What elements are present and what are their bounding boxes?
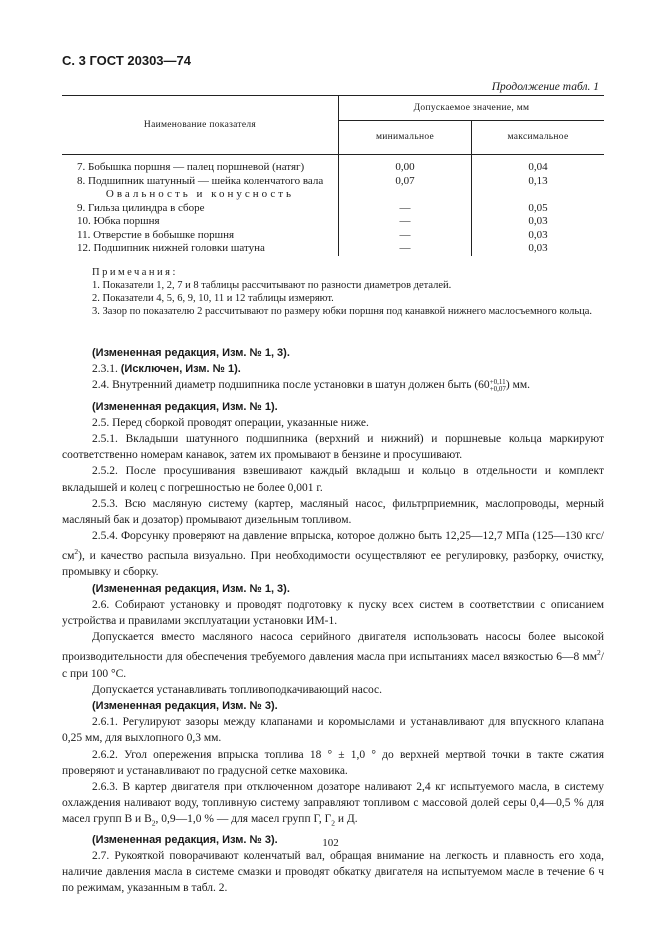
page-header: С. 3 ГОСТ 20303—74 <box>62 53 191 68</box>
row-max: 0,03 <box>528 242 548 254</box>
column-header-allowed: Допускаемое значение, мм <box>339 96 605 121</box>
edition-note: (Измененная редакция, Изм. № 1, 3). <box>92 347 290 359</box>
row-min: 0,00 <box>339 155 472 175</box>
page-number: 102 <box>322 837 339 849</box>
table-notes <box>92 266 604 318</box>
table-continuation-label: Продолжение табл. 1 <box>491 81 599 93</box>
paragraph-2-6-2: 2.6.2. Угол опережения впрыска топлива 18 ° ± 1,0 ° до верхней мертвой точки в такте сжатия проверяют и устанавливают по градусной сетке маховика. <box>62 748 604 777</box>
row-min <box>339 188 472 202</box>
row-min: — <box>339 202 472 216</box>
superscript: 2 <box>74 547 79 557</box>
column-header-min: минимальное <box>339 121 472 155</box>
row-name: 9. Гильза цилиндра в сборе <box>62 202 339 216</box>
paragraph-2-5-2: 2.5.2. После просушивания взвешивают каждый вкладыш и кольцо в отдельности и комплект вкладышей и колец с погрешностью не более 0,001 г. <box>62 465 604 494</box>
paragraph-2-5: 2.5. Перед сборкой проводят операции, указанные ниже. <box>92 416 369 429</box>
paragraph-text: ), и качество распыла визуально. При необходимости осуществляют ее регулировку, разборку, очистку, промывку и сборку. <box>62 550 604 579</box>
edition-note: (Измененная редакция, Изм. № 1). <box>92 400 278 413</box>
tolerance-upper: +0,11 <box>489 377 506 386</box>
table-section-row <box>62 188 604 202</box>
row-name: 8. Подшипник шатунный — шейка коленчатого вала <box>62 175 339 189</box>
note-item: 1. Показатели 1, 2, 7 и 8 таблицы рассчитывают по разности диаметров деталей. <box>92 280 452 291</box>
row-min: 0,07 <box>339 175 472 189</box>
paragraph-text: /с при 100 °С. <box>62 651 604 680</box>
row-name: 10. Юбка поршня <box>62 215 339 229</box>
row-name: 11. Отверстие в бобышке поршня <box>62 229 339 243</box>
paragraph-text: ) мм. <box>505 379 531 392</box>
column-header-name: Наименование показателя <box>62 96 339 155</box>
tolerance-table <box>62 95 604 256</box>
paragraph-number: 2.3.1. <box>92 363 118 376</box>
edition-note: (Измененная редакция, Изм. № 3). <box>92 699 278 712</box>
paragraph-2-4 <box>92 377 604 393</box>
body-text <box>62 345 604 897</box>
paragraph-text: , 0,9—1,0 % — для масел групп Г, Г <box>155 813 332 826</box>
row-min: — <box>339 215 472 229</box>
excluded-note: (Исключен, Изм. № 1). <box>120 363 241 376</box>
paragraph-2-5-3: 2.5.3. Всю масляную систему (картер, масляный насос, фильтрприемник, маслопроводы, мерный масляный бак и дозатор) промывают дизельным топливом. <box>62 497 604 527</box>
paragraph-text: 2.4. Внутренний диаметр подшипника после установки в шатун должен быть (60 <box>92 379 490 392</box>
paragraph-2-5-1: 2.5.1. Вкладыши шатунного подшипника (верхний и нижний) и поршневые кольца маркируют соответственно номерам канавок, затем их промывают в бензине и просушивают. <box>62 433 604 462</box>
paragraph-2-6-1: 2.6.1. Регулируют зазоры между клапанами и коромыслами и устанавливают для впускного клапана 0,25 мм, для выхлопного 0,3 мм. <box>62 716 604 745</box>
subscript: 2 <box>151 818 156 828</box>
section-heading: Овальность и конусность <box>62 188 339 202</box>
table-row <box>62 229 604 243</box>
paragraph-text: Допускается вместо масляного насоса серийного двигателя использовать насосы более высокой производительности для обеспечения требуемого давления масла при испытаниях масел вязкостью 6—8 мм <box>62 631 604 664</box>
paragraph-2-5-4 <box>62 528 604 580</box>
row-max <box>472 188 605 202</box>
edition-note: (Измененная редакция, Изм. № 3). <box>92 833 278 846</box>
tolerance-lower: +0,07 <box>489 384 506 393</box>
paragraph-text: 2.6.3. В картер двигателя при отключенном дозаторе наливают 2,4 кг испытуемого масла, в систему охлаждения наливают воду, топливную систему заправляют топливом с массовой долей серы 0,4—0,5 % для масел групп В и В <box>62 780 604 826</box>
table-row <box>62 242 604 256</box>
table-row <box>62 202 604 216</box>
paragraph-2-7: 2.7. Рукояткой поворачивают коленчатый вал, обращая внимание на легкость и плавность его хода, наличие давления масла в системе смазки и проводят обкатку двигателя на испытуемом масле в течение 6 ч по режимам, указанным в табл. 2. <box>62 850 604 895</box>
edition-note: (Измененная редакция, Изм. № 1, 3). <box>92 582 290 595</box>
notes-title: Примечания: <box>92 267 178 278</box>
paragraph-text: 2.5.4. Форсунку проверяют на давление впрыска, которое должно быть 12,25—12,7 МПа (125—130 кгс/см <box>62 530 604 563</box>
paragraph-2-3-1 <box>92 361 604 377</box>
table-row <box>62 155 604 175</box>
table-row <box>62 175 604 189</box>
row-max: 0,05 <box>528 201 548 214</box>
table-row <box>62 215 604 229</box>
paragraph-text: и Д. <box>335 813 358 826</box>
tolerance-fraction <box>490 379 506 393</box>
row-name: 12. Подшипник нижней головки шатуна <box>62 242 339 256</box>
row-max: 0,03 <box>528 215 548 227</box>
row-min: — <box>339 229 472 243</box>
note-item: 2. Показатели 4, 5, 6, 9, 10, 11 и 12 таблицы измеряют. <box>92 293 334 304</box>
paragraph-2-6-allowance <box>62 629 604 681</box>
row-name: 7. Бобышка поршня — палец поршневой (натяг) <box>62 155 339 175</box>
paragraph-2-6-3 <box>62 779 604 832</box>
row-max: 0,04 <box>528 161 548 173</box>
row-max: 0,03 <box>528 228 548 241</box>
column-header-max: максимальное <box>472 121 605 155</box>
row-min: — <box>339 242 472 256</box>
paragraph-2-6: 2.6. Собирают установку и проводят подготовку к пуску всех систем в соответствии с описанием устройства и правилами эксплуатации установки ИМ-1. <box>62 598 604 628</box>
paragraph-2-6-pump: Допускается устанавливать топливоподкачивающий насос. <box>92 683 383 696</box>
note-item: 3. Зазор по показателю 2 рассчитывают по размеру юбки поршня под канавкой нижнего маслосъемного кольца. <box>92 306 593 317</box>
superscript: 2 <box>597 648 601 658</box>
row-max: 0,13 <box>528 174 548 187</box>
subscript: 2 <box>331 818 335 828</box>
